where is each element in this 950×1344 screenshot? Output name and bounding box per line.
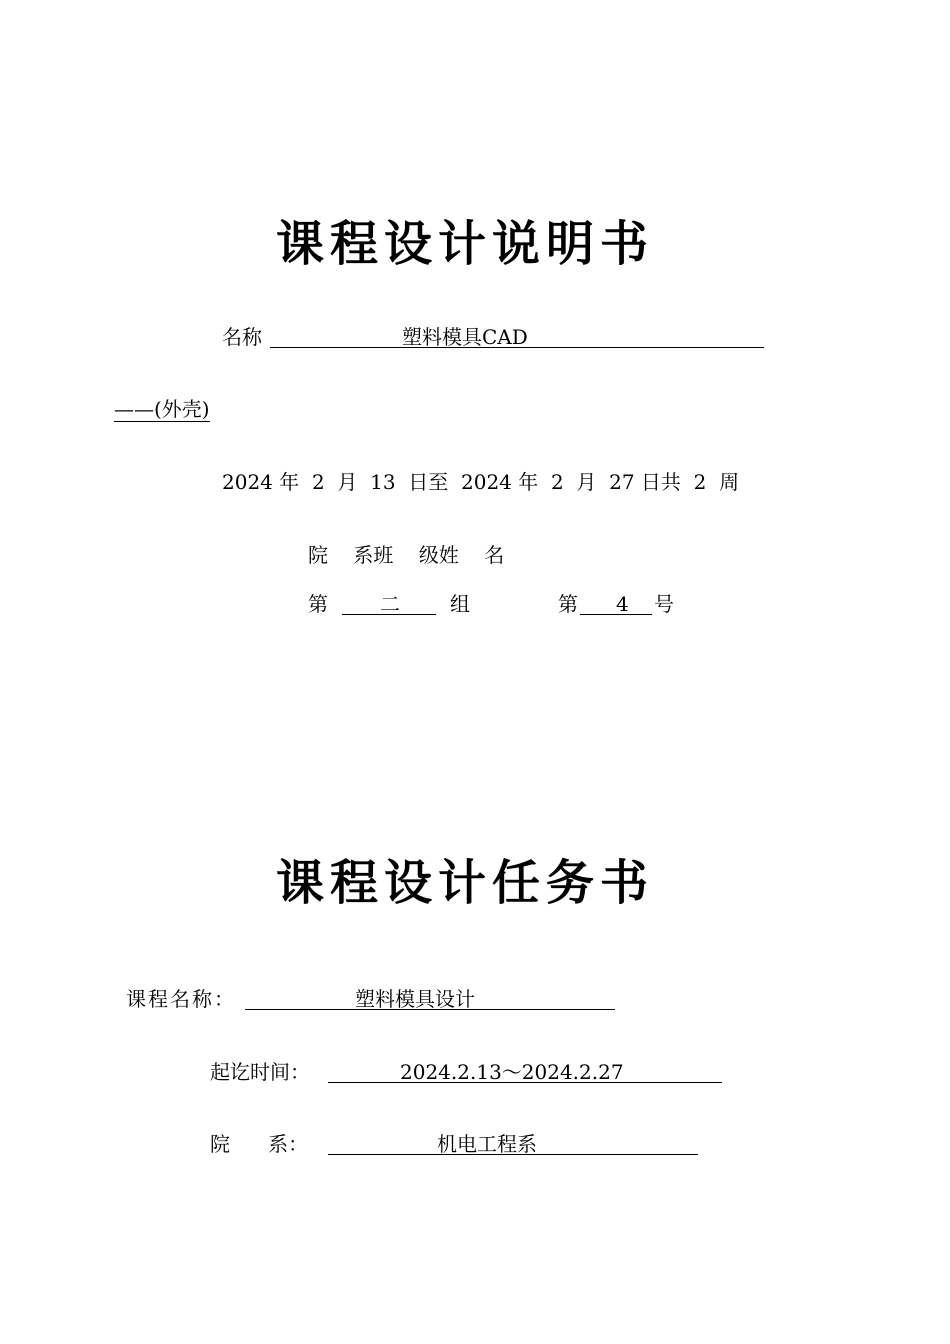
info-row: 院 系班 级姓 名 — [308, 543, 505, 567]
group-value: 二 — [380, 592, 400, 616]
date-line: 2024 年 2 月 13 日至 2024 年 2 月 27 日共 2 周 — [222, 470, 740, 494]
name-value: 塑料模具CAD — [402, 325, 528, 349]
dept-label: 院 系： — [210, 1132, 309, 1156]
name-label: 名称 — [222, 325, 262, 349]
group-suffix: 组 — [450, 592, 470, 616]
group-prefix: 第 — [308, 592, 328, 616]
period-value: 2024.2.13～2024.2.27 — [400, 1060, 624, 1084]
number-suffix: 号 — [654, 592, 674, 616]
cover-title: 课程设计说明书 — [276, 216, 655, 272]
dept-value: 机电工程系 — [437, 1132, 537, 1156]
name-continuation: ——(外壳) — [114, 397, 210, 421]
number-prefix: 第 — [558, 592, 578, 616]
course-label: 课程名称： — [126, 987, 236, 1011]
course-value: 塑料模具设计 — [355, 987, 475, 1011]
period-label: 起讫时间： — [210, 1060, 310, 1084]
number-value: 4 — [616, 592, 629, 616]
task-title: 课程设计任务书 — [276, 855, 655, 911]
